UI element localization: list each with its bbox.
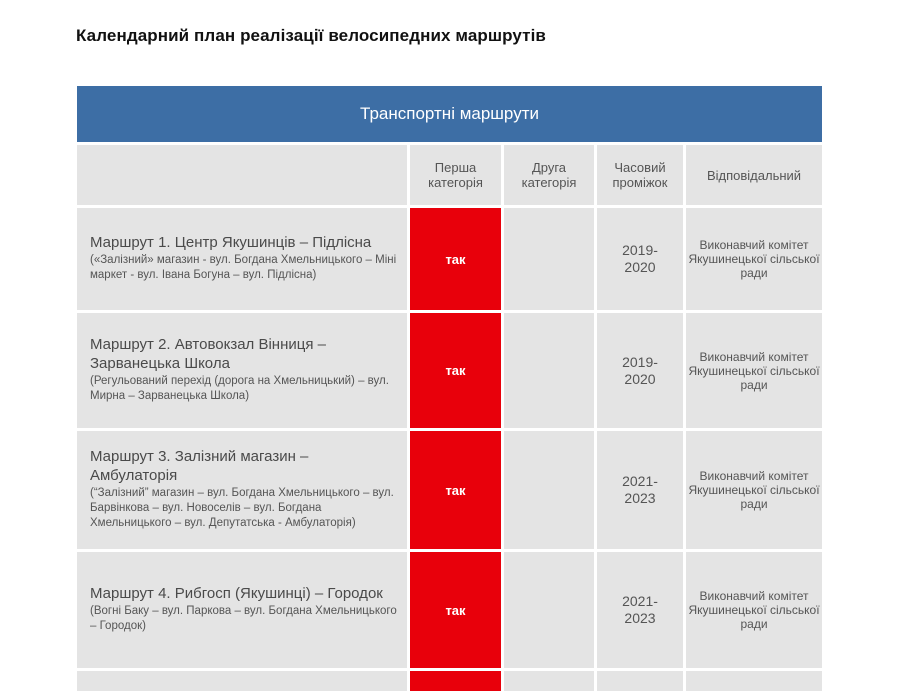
first-category-cell: так bbox=[410, 431, 504, 552]
second-category-cell bbox=[504, 552, 597, 671]
header-route bbox=[77, 145, 410, 208]
document-title: Календарний план реалізації велосипедних маршрутів bbox=[76, 26, 546, 45]
route-name: Маршрут 3. Залізний магазин – Амбулаторія bbox=[90, 448, 309, 484]
table-row bbox=[77, 208, 822, 313]
route-name: Маршрут 4. Рибгосп (Якушинці) – Городок bbox=[90, 585, 383, 602]
second-category-cell bbox=[504, 671, 597, 694]
table-row bbox=[77, 313, 822, 431]
route-name: Маршрут 1. Центр Якушинців – Підлісна bbox=[90, 234, 372, 251]
second-category-cell bbox=[504, 431, 597, 552]
route-cell bbox=[77, 431, 410, 552]
first-category-cell: так bbox=[410, 552, 504, 671]
route-cell bbox=[77, 552, 410, 671]
responsible-cell bbox=[686, 671, 822, 694]
route-description: («Залізний» магазин - вул. Богдана Хмельницького – Міні маркет - вул. Івана Богуна – вул. Підлісна) bbox=[90, 254, 397, 281]
responsible-cell: Виконавчий комітет Якушинецької сільської ради bbox=[686, 313, 822, 431]
second-category-cell bbox=[504, 208, 597, 313]
responsible-cell: Виконавчий комітет Якушинецької сільської ради bbox=[686, 431, 822, 552]
route-cell bbox=[77, 208, 410, 313]
header-second-category: Друга категорія bbox=[504, 145, 597, 208]
routes-plan-table bbox=[77, 86, 822, 694]
table-row-partial bbox=[77, 671, 822, 694]
period-cell: 2021-2023 bbox=[597, 552, 686, 671]
table-row bbox=[77, 552, 822, 671]
second-category-cell bbox=[504, 313, 597, 431]
table-row bbox=[77, 431, 822, 552]
header-responsible: Відповідальний bbox=[686, 145, 822, 208]
period-cell: 2021-2023 bbox=[597, 431, 686, 552]
route-description: (Вогні Баку – вул. Паркова – вул. Богдана Хмельницького – Городок) bbox=[90, 605, 397, 632]
header-period: Часовий проміжок bbox=[597, 145, 686, 208]
first-category-cell: так bbox=[410, 208, 504, 313]
route-name: Маршрут 2. Автовокзал Вінниця – Зарванецька Школа bbox=[90, 336, 326, 372]
responsible-cell: Виконавчий комітет Якушинецької сільської ради bbox=[686, 552, 822, 671]
period-cell bbox=[597, 671, 686, 694]
table-header-row bbox=[77, 145, 822, 208]
route-cell bbox=[77, 671, 410, 694]
first-category-cell bbox=[410, 671, 504, 694]
table-banner: Транспортні маршрути bbox=[77, 86, 822, 145]
first-category-cell: так bbox=[410, 313, 504, 431]
route-cell bbox=[77, 313, 410, 431]
responsible-cell: Виконавчий комітет Якушинецької сільської ради bbox=[686, 208, 822, 313]
header-first-category: Перша категорія bbox=[410, 145, 504, 208]
route-description: (“Залізний” магазин – вул. Богдана Хмельницького – вул. Барвінкова – вул. Новоселів – вул. Богдана Хмельницького – вул. Депутатська - Амбулаторія) bbox=[90, 487, 394, 529]
period-cell: 2019-2020 bbox=[597, 208, 686, 313]
route-description: (Регульований перехід (дорога на Хмельницький) – вул. Мирна – Зарванецька Школа) bbox=[90, 375, 389, 402]
period-cell: 2019-2020 bbox=[597, 313, 686, 431]
